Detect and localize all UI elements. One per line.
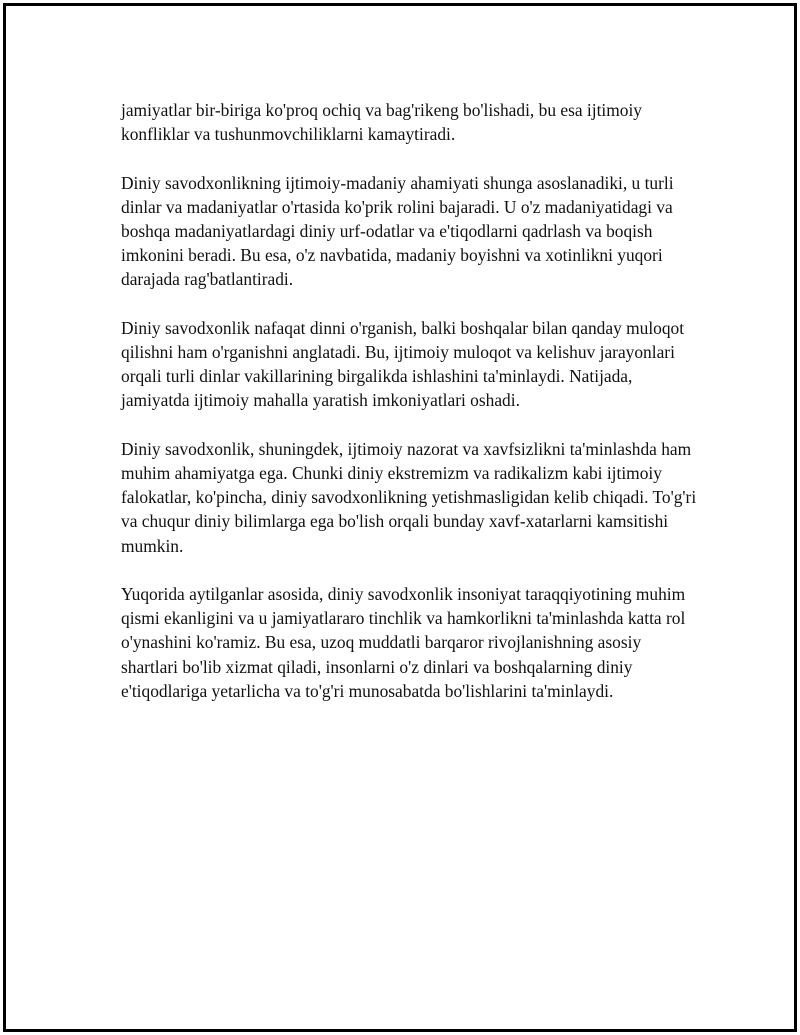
- paragraph-2: Diniy savodxonlikning ijtimoiy-madaniy ahamiyati shunga asoslanadiki, u turli dinlar va madaniyatlar o'rtasida ko'prik rolini bajaradi. U o'z madaniyatidagi va boshqa madaniyatlardagi diniy urf-odatlar va e'tiqodlarni qadrlash va boqish imkonini beradi. Bu esa, o'z navbatida, madaniy boyishni va xotinlikni yuqori darajada rag'batlantiradi.: [121, 172, 674, 290]
- paragraph-3: Diniy savodxonlik nafaqat dinni o'rganish, balki boshqalar bilan qanday muloqot qilishni ham o'rganishni anglatadi. Bu, ijtimoiy muloqot va kelishuv jarayonlari orqali turli dinlar vakillarining birgalikda ishlashini ta'minlaydi. Natijada, jamiyatda ijtimoiy mahalla yaratish imkoniyatlari oshadi.: [121, 317, 685, 411]
- document-body: [121, 98, 701, 727]
- paragraph-5: Yuqorida aytilganlar asosida, diniy savodxonlik insoniyat taraqqiyotining muhim qismi ekanligini va u jamiyatlararo tinchlik va hamkorlikni ta'minlashda katta rol o'ynashini ko'ramiz. Bu esa, uzoq muddatli barqaror rivojlanishning asosiy shartlari bo'lib xizmat qiladi, insonlarni o'z dinlari va boshqalarning diniy e'tiqodlariga yetarlicha va to'g'ri munosabatda bo'lishlarini ta'minlaydi.: [121, 584, 686, 701]
- page-frame: [3, 3, 797, 1032]
- paragraph-1: jamiyatlar bir-biriga ko'proq ochiq va bag'rikeng bo'lishadi, bu esa ijtimoiy konfliklar va tushunmovchiliklarni kamaytiradi.: [121, 100, 642, 145]
- paragraph-4: Diniy savodxonlik, shuningdek, ijtimoiy nazorat va xavfsizlikni ta'minlashda ham muhim ahamiyatga ega. Chunki diniy ekstremizm va radikalizm kabi ijtimoiy falokatlar, ko'pincha, diniy savodxonlikning yetishmasligidan kelib chiqadi. To'g'ri va chuqur diniy bilimlarga ega bo'lish orqali bunday xavf-xatarlarni kamsitishi mumkin.: [121, 438, 697, 556]
